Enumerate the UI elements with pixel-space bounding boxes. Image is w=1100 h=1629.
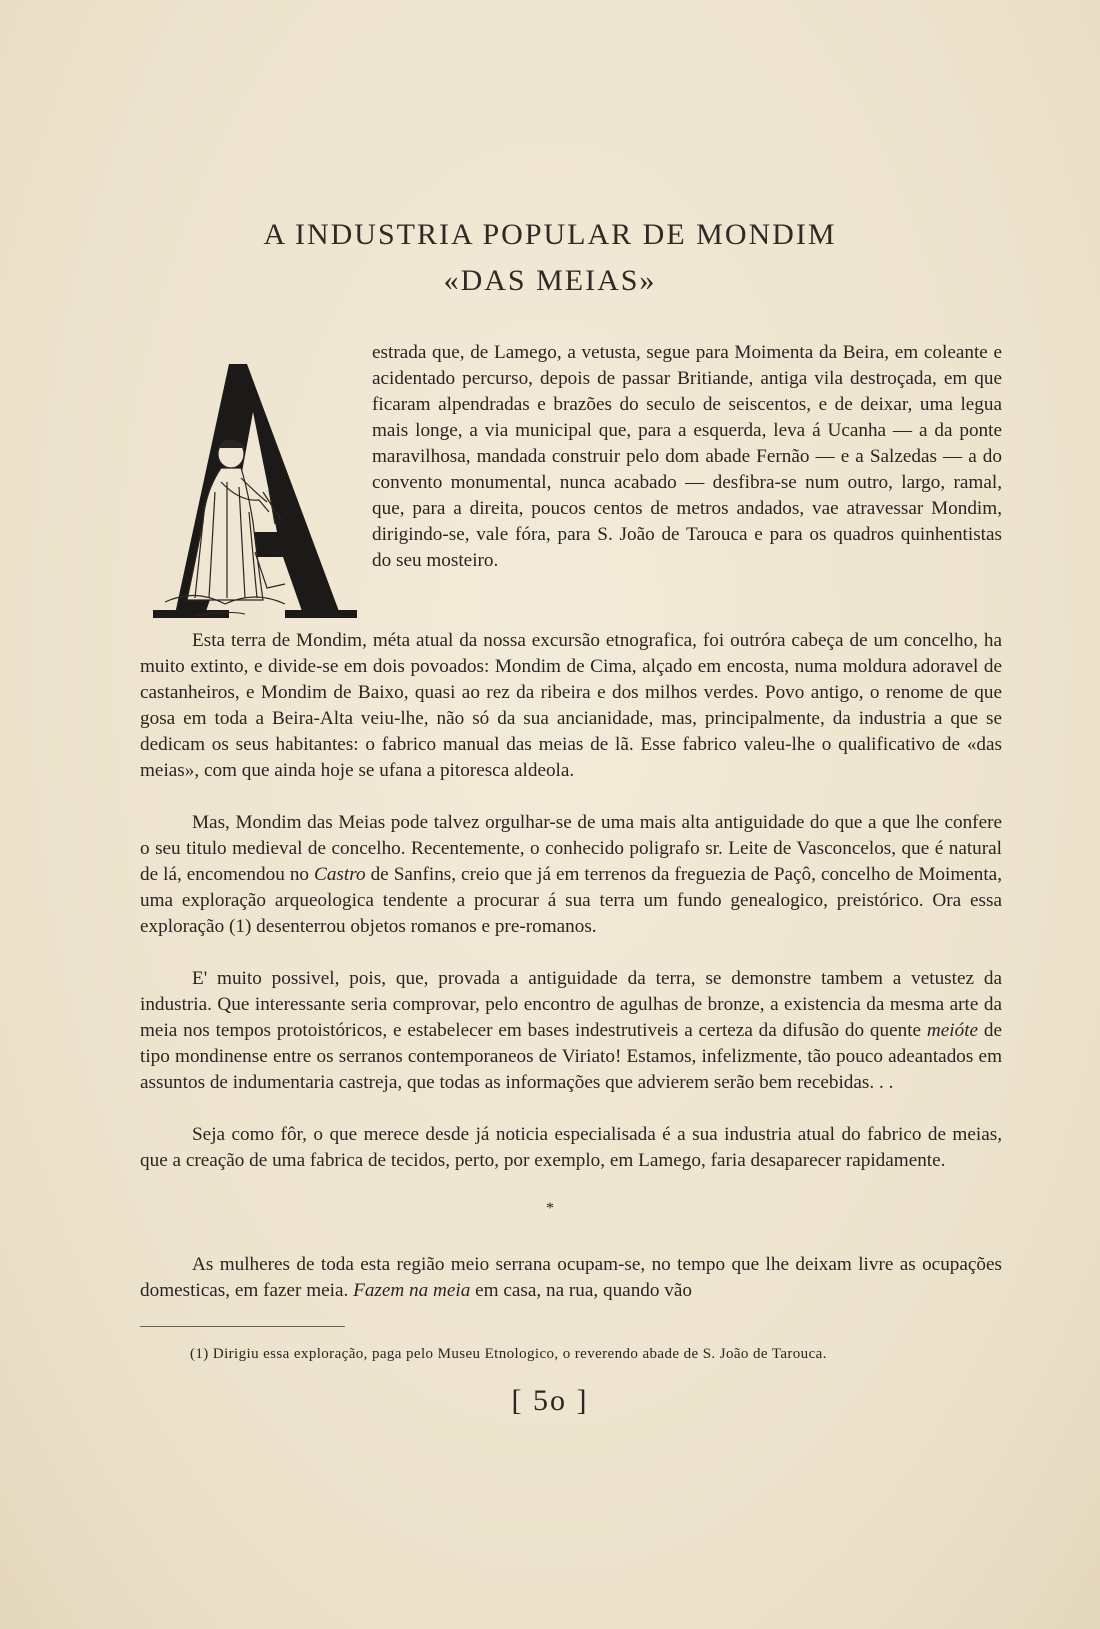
paragraph-intro: estrada que, de Lamego, a vetusta, segue para Moimenta da Beira, em coleante e acidentado percurso, depois de passar Britiande, antiga vila destroçada, em que ficaram alpendradas e brazões do seculo de seiscentos, e de deixar, uma legua mais longe, a via municipal que, para a esquerda, leva á Ucanha — a da ponte maravilhosa, mandada construir pelo dom abade Fernão — e a Salzedas — a do convento monumental, nunca acabado — desfibra-se num outro, largo, ramal, que, para a direita, poucos centos de metros andados, vae atravessar Mondim, dirigindo-se, vale fóra, para S. João de Tarouca e para os quadros quinhentistas do seu mosteiro. [372,342,1002,571]
emphasis: Fazem na meia [353,1280,471,1301]
text-run: E' muito possivel, pois, que, provada a antiguidade da terra, se demonstre tambem a vetustez da industria. Que interessante seria comprovar, pelo encontro de agulhas de bronze, a existencia da mesma arte da meia nos tempos protoistóricos, e estabelecer em bases indestrutiveis a certeza da difusão do quente [140,968,1002,1041]
text-run: de tipo mondinense entre os serranos contemporaneos de Viriato! Estamos, infelizmente, tão pouco adeantados em assuntos de indumentaria castreja, que todas as informações que advierem serão bem recebidas. . . [140,1020,1002,1093]
article-title: A INDUSTRIA POPULAR DE MONDIM [263,218,837,251]
paragraph [140,966,1002,1096]
text-run: em casa, na rua, quando vão [470,1280,692,1301]
article-subtitle: «DAS MEIAS» [443,264,657,297]
section-separator: * [546,1200,554,1217]
illustrated-dropcap-a [135,352,363,627]
paragraph [140,810,1002,940]
text-run: Mas, Mondim das Meias pode talvez orgulhar-se de uma mais alta antiguidade do que a que lhe confere o seu titulo medieval de concelho. Recentemente, o conhecido poligrafo sr. Leite de Vasconcelos, que é natural de lá, encomendou no [140,812,1002,885]
paragraph: Esta terra de Mondim, méta atual da nossa excursão etnografica, foi outróra cabeça de um concelho, ha muito extinto, e divide-se em dois povoados: Mondim de Cima, alçado em encosta, numa moldura adoravel de castanheiros, e Mondim de Baixo, quasi ao rez da ribeira e dos milhos verdes. Povo antigo, o renome de que gosa em toda a Beira-Alta veiu-lhe, não só da sua ancianidade, mas, principalmente, da industria a que se dedicam os seus habitantes: o fabrico manual das meias de lã. Esse fabrico valeu-lhe o qualificativo de «das meias», com que ainda hoje se ufana a pitoresca aldeola. [140,630,1002,781]
text-run: de Sanfins, creio que já em terrenos da freguezia de Paçô, concelho de Moimenta, uma exploração arqueologica tendente a procurar á sua terra um fundo genealogico, preistórico. Ora essa exploração (1) desenterrou objetos romanos e pre-romanos. [140,864,1002,937]
page-number: [ 5o ] [511,1384,589,1417]
emphasis: meióte [926,1020,979,1041]
footnote-rule [140,1326,345,1327]
footnote: (1) Dirigiu essa exploração, paga pelo Museu Etnologico, o reverendo abade de S. João de Tarouca. [190,1346,827,1362]
text-run: As mulheres de toda esta região meio serrana ocupam-se, no tempo que lhe deixam livre as ocupações domesticas, em fazer meia. [140,1254,1002,1301]
paragraph [140,1252,1002,1304]
paragraph: Seja como fôr, o que merece desde já noticia especialisada é a sua industria atual do fabrico de meias, que a creação de uma fabrica de tecidos, perto, por exemplo, em Lamego, faria desaparecer rapidamente. [140,1124,1002,1171]
emphasis: Castro [314,864,366,885]
